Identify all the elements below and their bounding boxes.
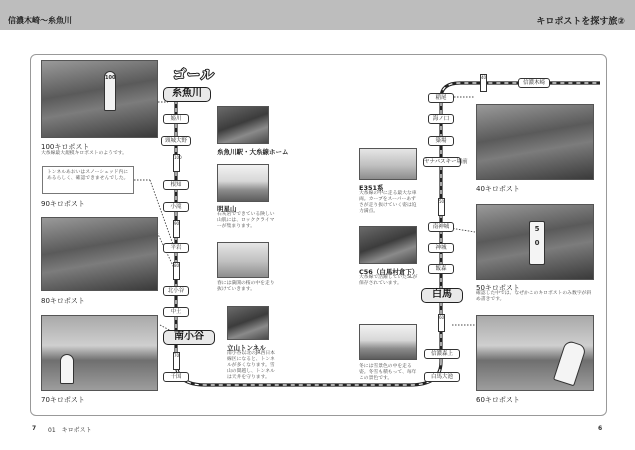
photo-kilopost-60 xyxy=(476,315,594,391)
caption-k70: 70キロポスト xyxy=(41,396,85,404)
station-hiraiwa: 平岩 xyxy=(163,243,189,253)
caption-k80: 80キロポスト xyxy=(41,297,85,305)
station-shinanomoriue: 信濃森上 xyxy=(424,349,460,359)
station-hakubaoike: 白馬大池 xyxy=(424,372,460,382)
photo-e351 xyxy=(359,148,417,180)
page-number-left: 7 xyxy=(32,425,37,432)
photo-tachiyama-tunnel xyxy=(227,306,269,340)
station-nechi: 根知 xyxy=(163,180,189,190)
desc-e351: 大糸線の中に走る最大な車両。カーブをスーパーあずさが走り抜けていく姿は迫力満点。 xyxy=(359,191,417,214)
page-number-right: 6 xyxy=(598,425,603,432)
kilo-marker-90: 90 xyxy=(173,220,180,238)
kilo-marker-100: 100 xyxy=(173,154,180,172)
kilo-marker-80: 80 xyxy=(173,262,180,280)
caption-k40: 40キロポスト xyxy=(476,185,520,193)
photo-c56 xyxy=(359,226,417,264)
caption-k90: 90キロポスト xyxy=(41,200,85,208)
goal-label: ゴール xyxy=(173,68,215,83)
footer-label: 01 キロポスト xyxy=(48,427,92,434)
title-itoigawa-station: 糸魚川駅・大糸線ホーム xyxy=(217,148,289,156)
desc-k100: 大糸線最大規模キロポストのようです。 xyxy=(41,151,127,156)
station-chikuni: 千国 xyxy=(163,372,189,382)
caption-k100: 100キロポスト xyxy=(41,143,90,151)
photo-meisei-mountain xyxy=(217,164,269,202)
station-kamishiro: 神城 xyxy=(428,243,454,253)
kilo-marker-70: 70 xyxy=(173,352,180,370)
title-meisei: 明星山 xyxy=(217,205,237,213)
photo-kilopost-50 xyxy=(476,204,594,280)
station-minamiotari: 南小谷 xyxy=(163,330,215,345)
desc-spring: 春には満開の桜の中を走り抜けていきます。 xyxy=(217,281,275,292)
station-iimori: 飯森 xyxy=(428,264,454,274)
station-itoigawa: 糸魚川 xyxy=(163,87,211,102)
station-himekawa: 姫川 xyxy=(163,114,189,124)
station-kitaotari: 北小谷 xyxy=(163,286,189,296)
kilo-marker-60: 60 xyxy=(438,314,445,332)
caption-k60: 60キロポスト xyxy=(476,396,520,404)
kilopost-50-digit-b: 0 xyxy=(534,239,540,247)
desc-tachiyama: 南小谷以北のJR西日本線区になると、トンネルが多くなります。雪山の間越し、トンネルは天井を守ります。 xyxy=(227,351,275,380)
kilo-marker-40: 40 xyxy=(480,74,487,92)
desc-meisei: 石灰岩でできている険しい山肌には、ロッククライマーが集まります。 xyxy=(217,212,275,229)
title-c56: C56（白馬村倉下） xyxy=(359,268,419,276)
kilopost-50-digit-a: 5 xyxy=(534,225,540,233)
section-title: 信濃木崎～糸魚川 xyxy=(8,16,72,25)
station-kubikiono: 頸城大野 xyxy=(161,136,191,146)
title-e351: E351系 xyxy=(359,184,384,192)
station-yanaba: 簗場 xyxy=(428,136,454,146)
photo-kilopost-40 xyxy=(476,104,594,180)
station-minamikamishiro: 南神城 xyxy=(428,222,454,232)
station-yanaba-ski: ヤナバスキー場前 xyxy=(424,159,468,165)
title-tachiyama: 立山トンネル xyxy=(227,344,266,352)
chapter-title: キロポストを探す旅② xyxy=(536,17,625,27)
photo-kilopost-70 xyxy=(41,315,158,391)
desc-hakuba-snow: 冬には雪景色の中を走る姿。冬雪も積もって、毎年この景色です。 xyxy=(359,364,417,381)
photo-itoigawa-station xyxy=(217,106,269,144)
kilopost-60-marker xyxy=(553,340,587,387)
desc-c56: 大糸線で活躍していたSLが保存されています。 xyxy=(359,275,418,286)
station-hakuba: 白馬 xyxy=(421,288,463,303)
photo-kilopost-80 xyxy=(41,217,158,291)
kilo-marker-50: 50 xyxy=(438,198,445,216)
station-shinanokizaki: 信濃木崎 xyxy=(518,78,550,88)
station-inao: 稲尾 xyxy=(428,93,454,103)
photo-kilopost-100 xyxy=(41,60,158,138)
station-uminokuchi: 海ノ口 xyxy=(428,114,454,124)
desc-k50: 確認した中では、なぜかこのキロポストのみ数字が斜め書きです。 xyxy=(476,291,592,302)
photo-spring-blossoms xyxy=(217,242,269,278)
kilopost-70-marker xyxy=(60,354,74,384)
kilopost-50-marker xyxy=(529,221,545,265)
caption-k50: 50キロポスト xyxy=(476,284,520,292)
station-kotaki: 小滝 xyxy=(163,202,189,212)
note-box: トンネルあおいはスノーシェッド内にあるらしく、確認できませんでした。 xyxy=(42,166,134,194)
station-nakatsuchi: 中土 xyxy=(163,307,189,317)
kilopost-100-marker: 100 xyxy=(104,71,116,111)
photo-hakuba-snow xyxy=(359,324,417,360)
